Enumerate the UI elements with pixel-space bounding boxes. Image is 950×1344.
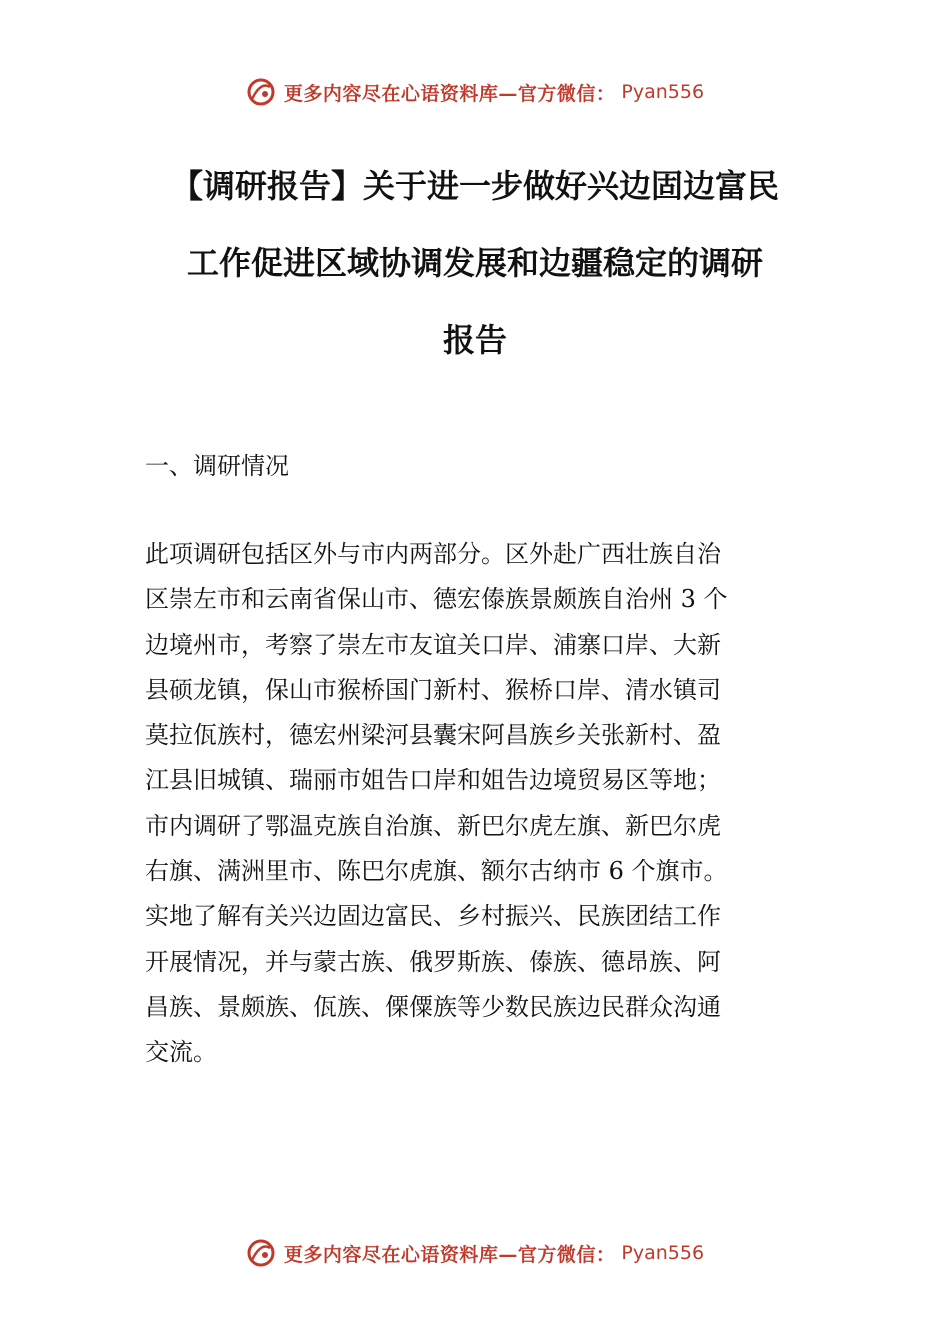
- paragraph-line: 开展情况，并与蒙古族、俄罗斯族、傣族、德昂族、阿: [145, 947, 721, 976]
- watermark-footer: [0, 1233, 950, 1273]
- watermark-wechat-handle: Pyan556: [621, 81, 705, 103]
- paragraph-line: 县硕龙镇，保山市猴桥国门新村、猴桥口岸、清水镇司: [145, 675, 721, 704]
- paragraph-line: 江县旧城镇、瑞丽市姐告口岸和姐告边境贸易区等地；: [145, 766, 721, 795]
- brand-logo-icon: [246, 77, 276, 107]
- paragraph-line: 昌族、景颇族、佤族、傈僳族等少数民族边民群众沟通: [145, 992, 721, 1021]
- paragraph-line: 市内调研了鄂温克族自治旗、新巴尔虎左旗、新巴尔虎: [145, 811, 721, 840]
- paragraph-line: 边境州市，考察了崇左市友谊关口岸、浦寨口岸、大新: [145, 630, 721, 659]
- brand-logo-icon: [246, 1238, 276, 1268]
- watermark-wechat-handle: Pyan556: [621, 1242, 705, 1264]
- paragraph-line: 实地了解有关兴边固边富民、乡村振兴、民族团结工作: [145, 902, 721, 931]
- title-line: 【调研报告】关于进一步做好兴边固边富民: [170, 167, 779, 205]
- title-line: 报告: [442, 321, 507, 359]
- section-heading: 一、调研情况: [145, 452, 289, 480]
- watermark-header: [0, 72, 950, 112]
- paragraph-line: 交流。: [145, 1038, 217, 1067]
- paragraph-line: 区崇左市和云南省保山市、德宏傣族景颇族自治州 3 个: [145, 585, 728, 614]
- watermark-text: 更多内容尽在心语资料库—官方微信：: [283, 1243, 616, 1266]
- body-paragraph: [145, 532, 810, 1076]
- paragraph-line: 莫拉佤族村，德宏州梁河县囊宋阿昌族乡关张新村、盈: [145, 721, 721, 750]
- title-line: 工作促进区域协调发展和边疆稳定的调研: [186, 244, 763, 282]
- paragraph-line: 此项调研包括区外与市内两部分。区外赴广西壮族自治: [145, 540, 721, 568]
- document-title: [120, 148, 830, 379]
- watermark-text: 更多内容尽在心语资料库—官方微信：: [283, 82, 616, 105]
- paragraph-line: 右旗、满洲里市、陈巴尔虎旗、额尔古纳市 6 个旗市。: [145, 857, 728, 886]
